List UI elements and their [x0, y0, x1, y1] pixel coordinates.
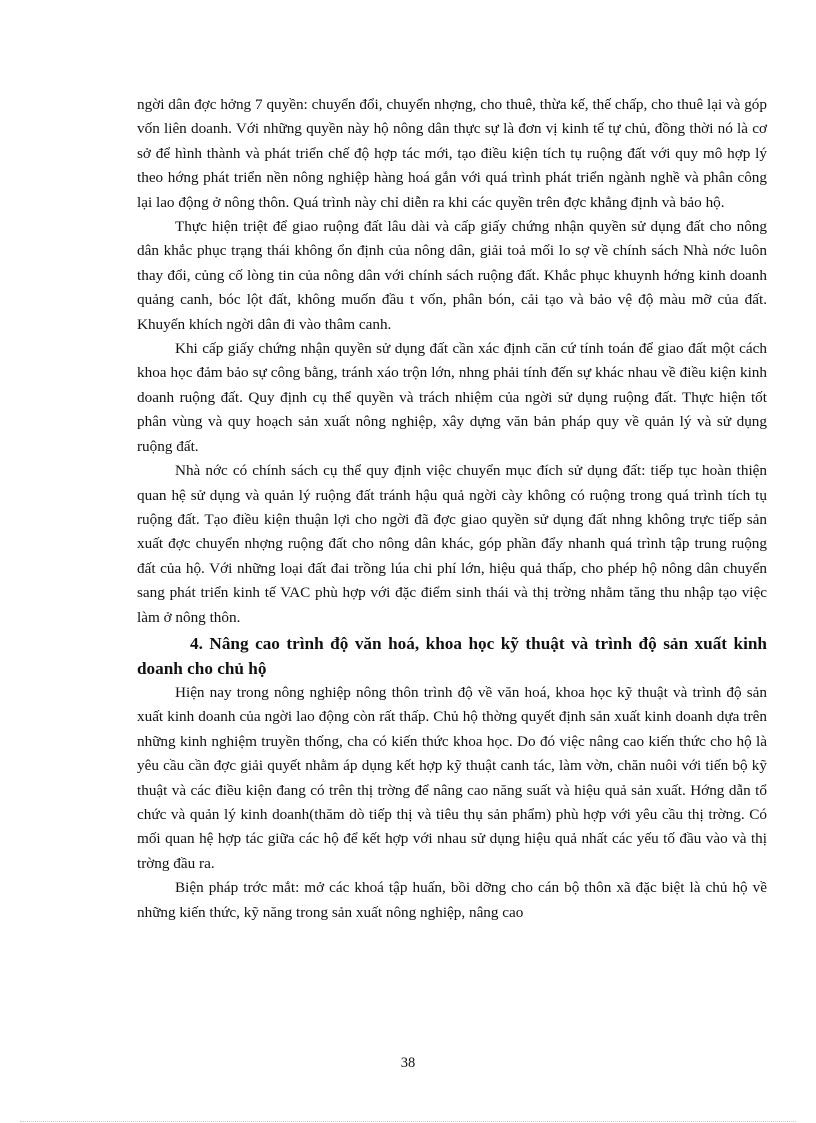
paragraph-land-certificate: Khi cấp giấy chứng nhận quyền sử dụng đất cần xác định căn cứ tính toán để giao đất một cách khoa học đảm bảo sự công bằng, tránh xáo trộn lớn, nhng phải tính đến sự khác nhau về điều kiện kinh doanh ruộng đất. Quy định cụ thể quyền và trách nhiệm của ngời sử dụng ruộng đất. Thực hiện tốt phân vùng và quy hoạch sản xuất nông nghiệp, xây dựng văn bản pháp quy về quản lý và sử dụng ruộng đất.: [137, 340, 767, 455]
paragraph-land-allocation: Thực hiện triệt để giao ruộng đất lâu dài và cấp giấy chứng nhận quyền sử dụng đất cho nông dân khắc phục trạng thái không ổn định của nông dân, giải toả mối lo sợ về chính sách Nhà nớc luôn thay đổi, củng cố lòng tin của nông dân với chính sách ruộng đất. Khắc phục khuynh hớng kinh doanh quảng canh, bóc lột đất, không muốn đầu t vốn, phân bón, cải tạo và bảo vệ độ màu mỡ của đất. Khuyến khích ngời dân đi vào thâm canh.: [137, 218, 767, 333]
paragraph-immediate-measures: Biện pháp trớc mắt: mở các khoá tập huấn, bồi dỡng cho cán bộ thôn xã đặc biệt là chủ hộ về những kiến thức, kỹ năng trong sản xuất nông nghiệp, nâng cao: [137, 879, 767, 921]
page-number: 38: [400, 1055, 416, 1071]
body-text: [137, 93, 767, 925]
page-bottom-divider: [20, 1121, 796, 1122]
paragraph-education-level: Hiện nay trong nông nghiệp nông thôn trình độ về văn hoá, khoa học kỹ thuật và trình độ sản xuất kinh doanh của ngời lao động còn rất thấp. Chủ hộ thờng quyết định sản xuất kinh doanh dựa trên những kinh nghiệm truyền thống, cha có kiến thức khoa học. Do đó việc nâng cao kiến thức cho hộ là yêu cầu cần đợc giải quyết nhằm áp dụng kết hợp kỹ thuật canh tác, làm vờn, chăn nuôi với tiến bộ kỹ thuật và các điều kiện đang có trên thị trờng để nâng cao năng suất và hiệu quả sản xuất. Hớng dẫn tổ chức và quản lý kinh doanh(thăm dò tiếp thị và tiêu thụ sản phẩm) phù hợp với yêu cầu thị trờng. Có mối quan hệ hợp tác giữa các hộ để kết hợp với nhau sử dụng hiệu quả nhất các yếu tố đầu vào và thị trờng đầu ra.: [137, 683, 767, 872]
paragraph-land-rights: ngời dân đợc hởng 7 quyền: chuyển đổi, chuyển nhợng, cho thuê, thừa kế, thế chấp, cho thuê lại và góp vốn liên doanh. Với những quyền này hộ nông dân thực sự là đơn vị kinh tế tự chủ, đồng thời nó là cơ sở để hình thành và phát triển chế độ hợp tác mới, tạo điều kiện tích tụ ruộng đất với quy mô hợp lý theo hớng phát triển nền nông nghiệp hàng hoá gắn với quá trình phát triển ngành nghề và phân công lại lao động ở nông thôn. Quá trình này chỉ diễn ra khi các quyền trên đợc khẳng định và bảo hộ.: [137, 96, 767, 211]
paragraph-land-use-policy: Nhà nớc có chính sách cụ thể quy định việc chuyển mục đích sử dụng đất: tiếp tục hoàn thiện quan hệ sử dụng và quản lý ruộng đất tránh hậu quả ngời cày không có ruộng trong quá trình tích tụ ruộng đất. Tạo điều kiện thuận lợi cho ngời đã đợc giao quyền sử dụng đất nhng không trực tiếp sản xuất đợc chuyển nhợng ruộng đất cho nông dân khác, góp phần đẩy nhanh quá trình tập trung ruộng đất của hộ. Với những loại đất đai trồng lúa chi phí lớn, hiệu quả thấp, cho phép hộ nông dân chuyển sang phát triển kinh tế VAC phù hợp với đặc điểm sinh thái và thị trờng nhằm tăng thu nhập tạo việc làm ở nông thôn.: [137, 462, 767, 626]
section-heading: 4. Nâng cao trình độ văn hoá, khoa học kỹ thuật và trình độ sản xuất kinh doanh cho chủ hộ: [137, 633, 767, 678]
